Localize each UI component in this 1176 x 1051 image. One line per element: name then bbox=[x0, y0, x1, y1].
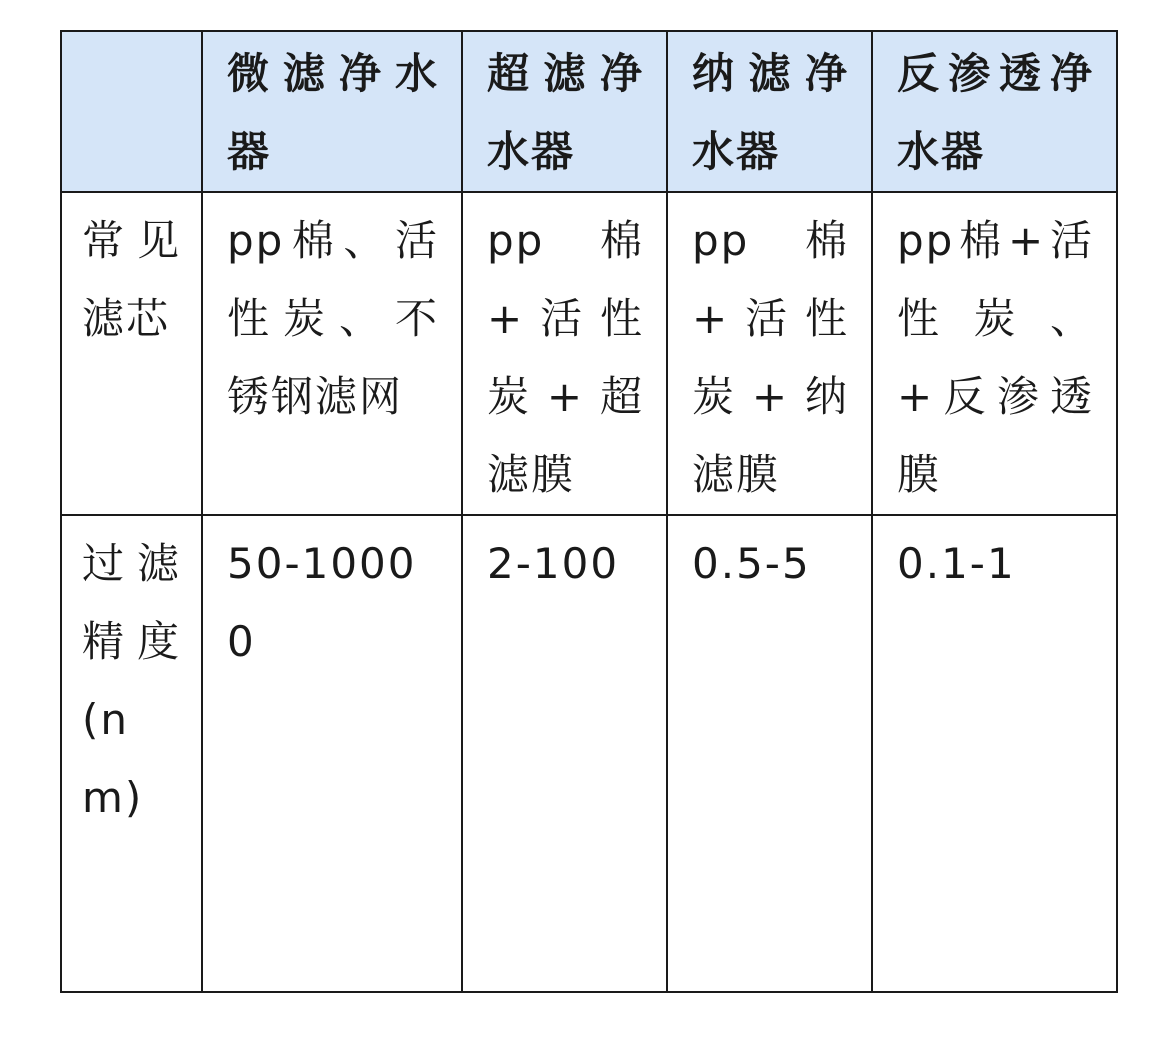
header-reverse-osmosis: 反渗透净水器 bbox=[872, 31, 1117, 192]
comparison-table bbox=[60, 30, 1118, 993]
table-cell: pp 棉+活性炭+纳滤膜 bbox=[667, 192, 872, 515]
row-label-filtration-precision: 过滤精度(nm) bbox=[61, 515, 202, 992]
table-cell: pp 棉+活性炭+超滤膜 bbox=[462, 192, 667, 515]
header-row bbox=[61, 31, 1117, 192]
table-row bbox=[61, 192, 1117, 515]
table-cell: 0.5-5 bbox=[667, 515, 872, 992]
header-corner-cell bbox=[61, 31, 202, 192]
table-cell: 2-100 bbox=[462, 515, 667, 992]
row-label-filter-cartridge: 常见滤芯 bbox=[61, 192, 202, 515]
table-row bbox=[61, 515, 1117, 992]
table-cell: 0.1-1 bbox=[872, 515, 1117, 992]
header-ultrafiltration: 超滤净水器 bbox=[462, 31, 667, 192]
table-cell: pp棉+活性炭、+反渗透膜 bbox=[872, 192, 1117, 515]
table-cell: 50-10000 bbox=[202, 515, 462, 992]
table-cell: pp棉、活性炭、不锈钢滤网 bbox=[202, 192, 462, 515]
header-nanofiltration: 纳滤净水器 bbox=[667, 31, 872, 192]
header-microfiltration: 微滤净水器 bbox=[202, 31, 462, 192]
